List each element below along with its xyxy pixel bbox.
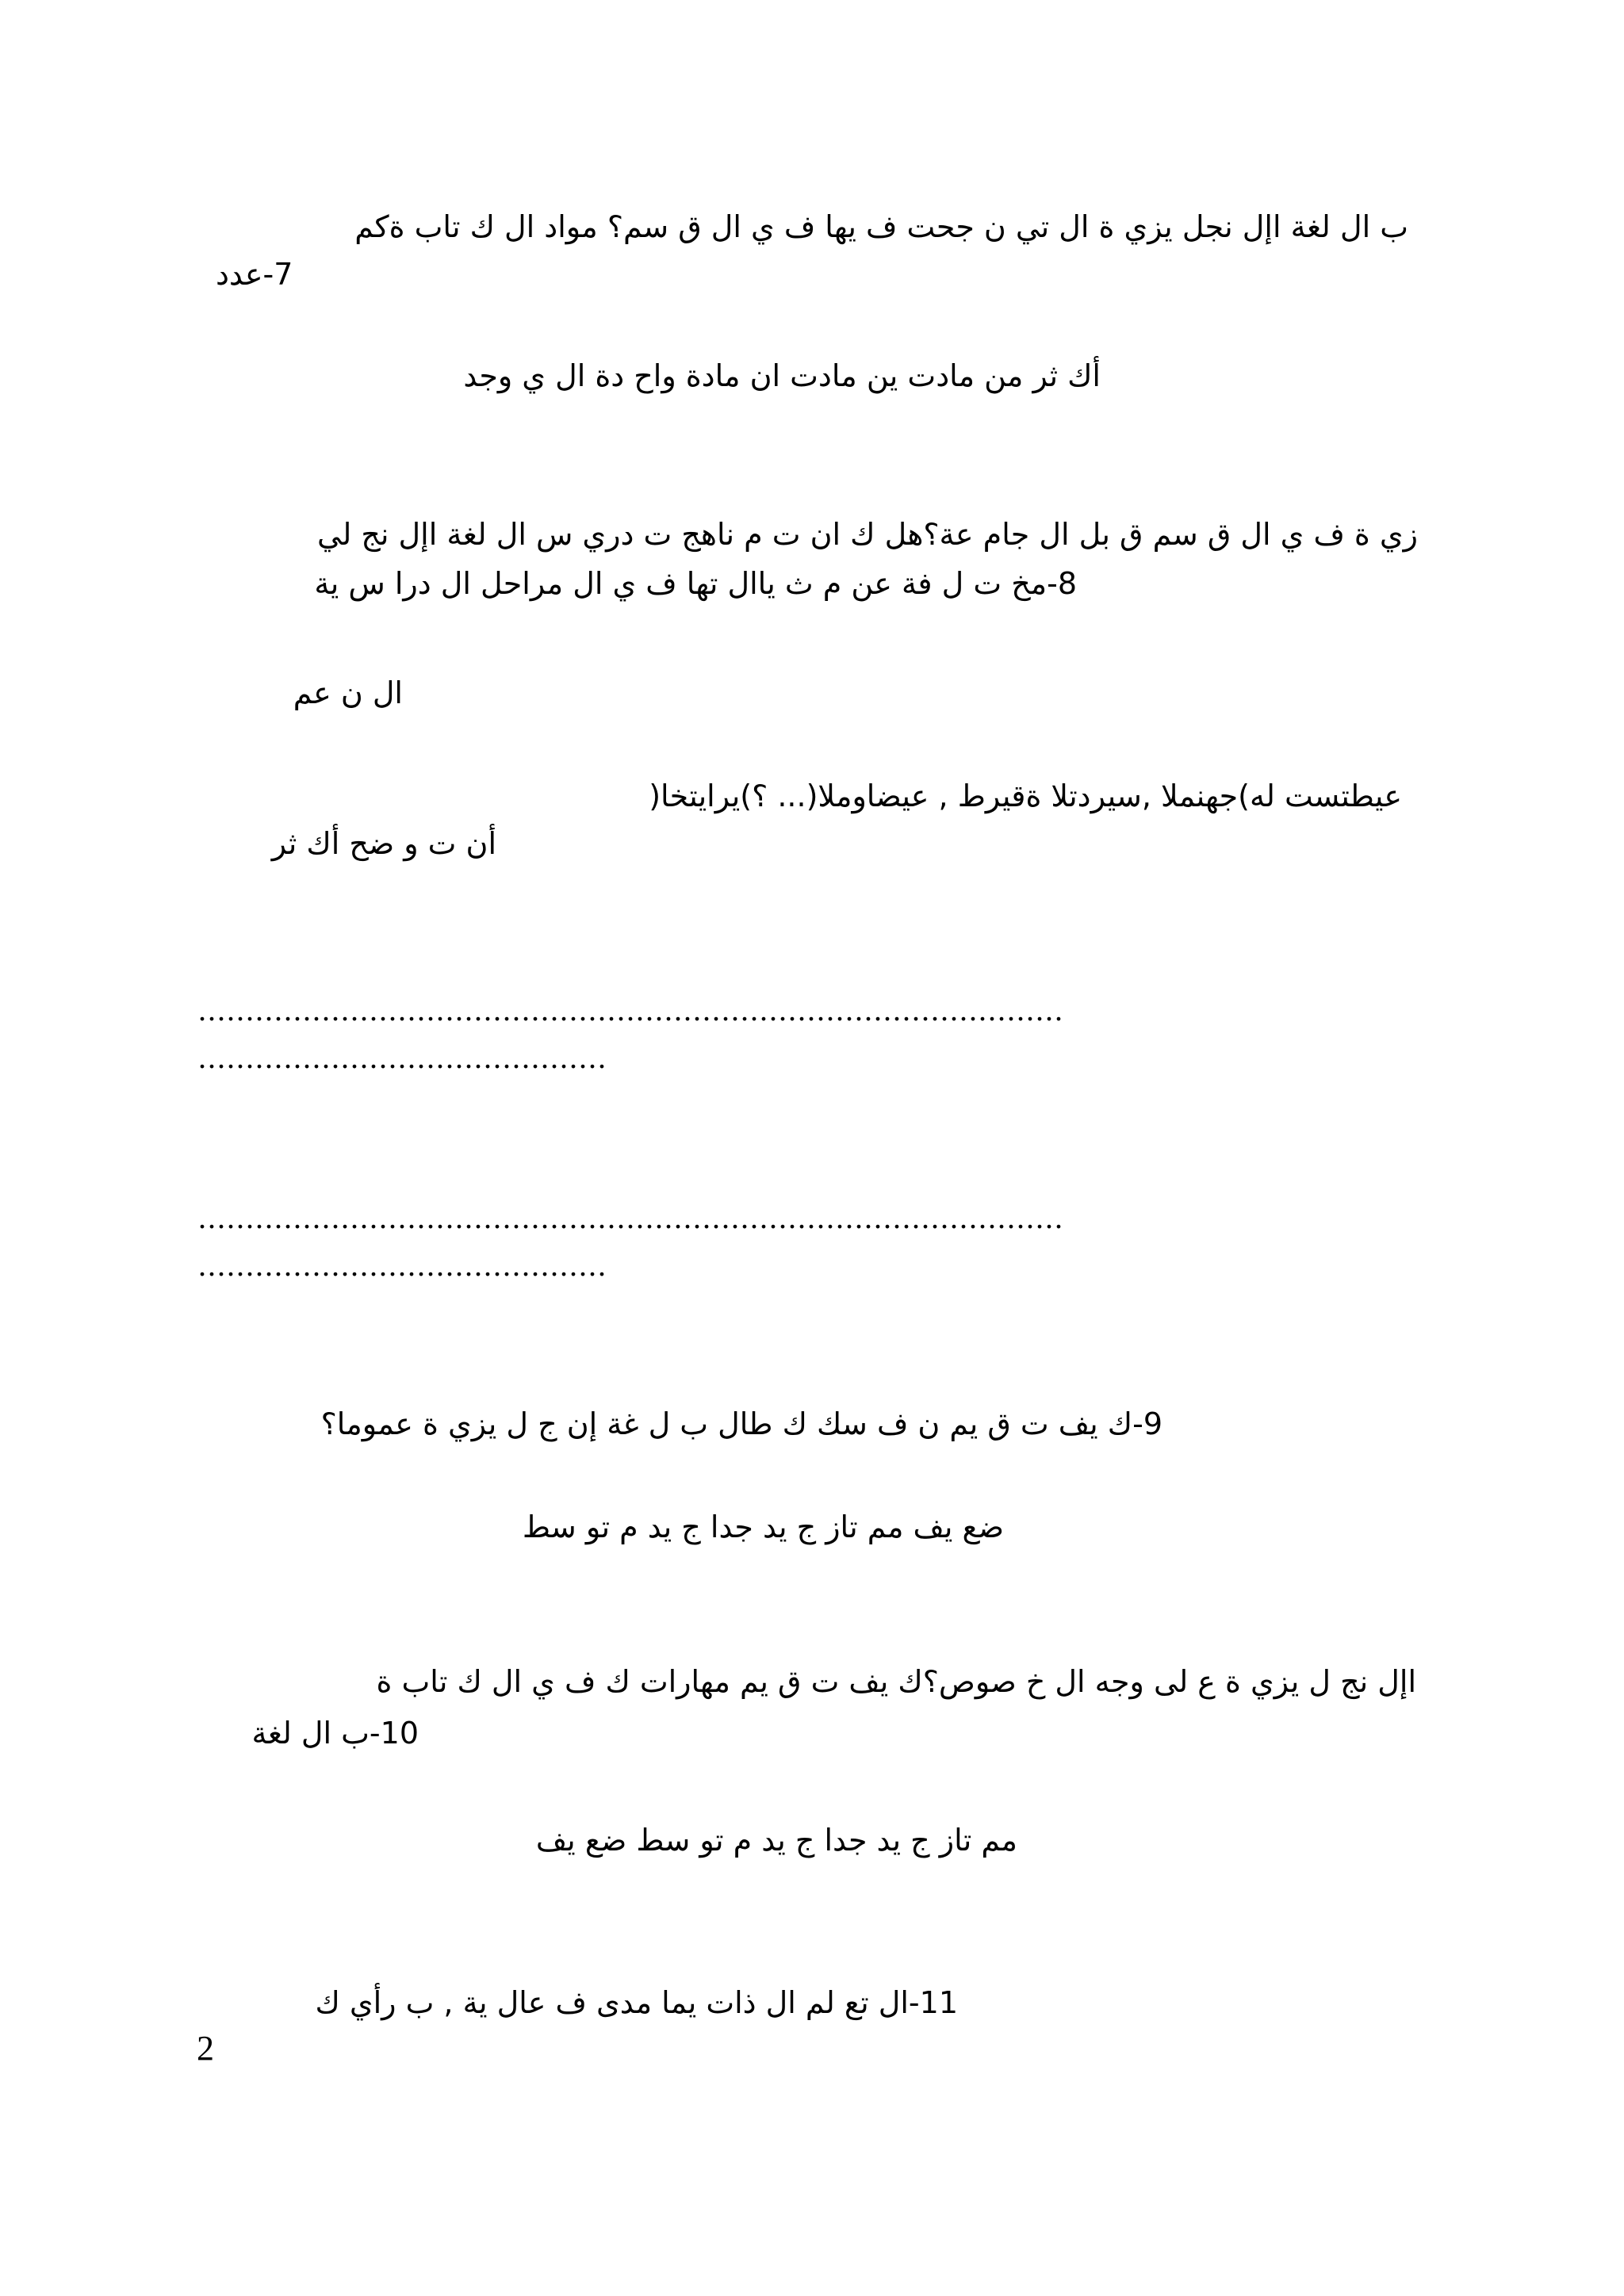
- q8-line1: زي ة ف ي ال ق سم ق بل ال جام عة؟هل ك ان ت م ناهج ت دري س ال لغة اإل نج لي: [317, 517, 1418, 552]
- q10-line1: اإل نج ل يزي ة ع لى وجه ال خ صوص؟ك يف ت ق يم مهارات ك ف ي ال ك تاب ة: [376, 1664, 1416, 1699]
- dotted-answer-line-1-cont[interactable]: ...........................................: [198, 1039, 607, 1075]
- q7-options: أك ثر من مادت ين مادت ان مادة واح دة ال ي وجد: [463, 358, 1101, 393]
- q8-explain-line1: عيطتست له)جهنملا ,سيردتلا ةقيرط , عيضاوملا(... ؟)يرايتخا(: [649, 779, 1402, 813]
- q10-line2: 10-ب ال لغة: [251, 1716, 419, 1751]
- q8-line2: 8-مخ ت ل فة عن م ث ياال تها ف ي ال مراحل ال درا س ية: [314, 566, 1077, 601]
- q7-line2: 7-عدد: [216, 257, 293, 292]
- q8-explain-line2: أن ت و ضح أك ثر: [271, 826, 496, 861]
- q11-line1: 11-ال تع لم ال ذات يما مدى ف عال ية , ب رأي ك: [315, 1985, 958, 2020]
- q8-options: ال ن عم: [293, 675, 403, 710]
- q9-line1: 9-ك يف ت ق يم ن ف سك ك طال ب ل غة إن ج ل يزي ة عموما؟: [320, 1406, 1162, 1441]
- q10-options: مم تاز ج يد جدا ج يد م تو سط ضع يف: [535, 1823, 1017, 1858]
- dotted-answer-line-2[interactable]: ...........................................................................................: [198, 1200, 1064, 1235]
- dotted-answer-line-1[interactable]: ...........................................................................................: [198, 992, 1064, 1027]
- q9-options: ضع يف مم تاز ج يد جدا ج يد م تو سط: [522, 1510, 1004, 1544]
- q7-line1: ب ال لغة اإل نجل يزي ة ال تي ن جحت ف يها ف ي ال ق سم؟ مواد ال ك تاب ةكم: [354, 209, 1408, 244]
- page-number: 2: [197, 2029, 214, 2068]
- dotted-answer-line-2-cont[interactable]: ...........................................: [198, 1247, 607, 1283]
